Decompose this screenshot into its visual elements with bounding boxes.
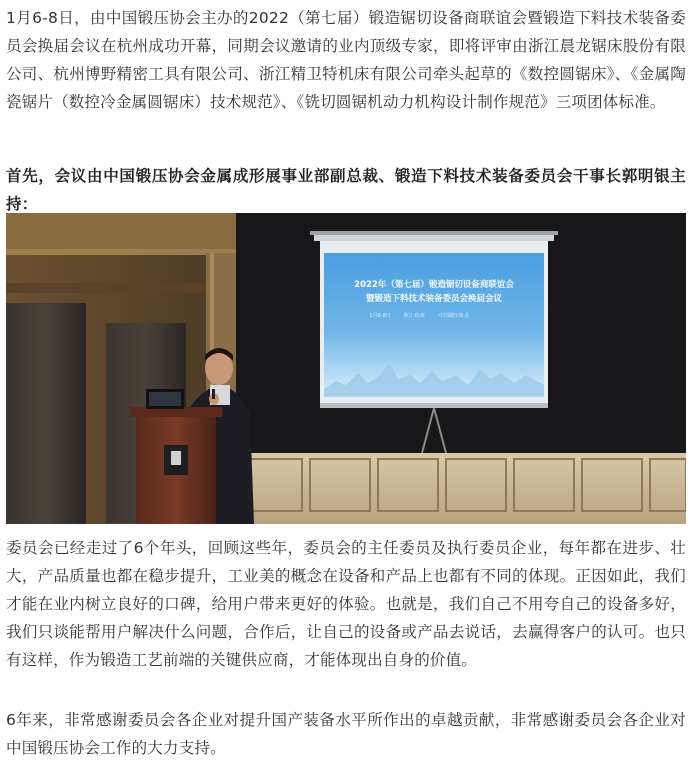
paragraph-thanks: 6年来，非常感谢委员会各企业对提升国产装备水平所作出的卓越贡献，非常感谢委员会各企业对中国锻压协会工作的大力支持。	[6, 711, 686, 757]
paragraph-host: 首先，会议由中国锻压协会金属成形展事业部副总裁、锻造下料技术装备委员会干事长郭明银主持：	[6, 167, 686, 213]
screen-meta-city: 浙江·杭州	[403, 313, 425, 319]
paragraph-intro: 1月6-8日，由中国锻压协会主办的2022（第七届）锻造锯切设备商联谊会暨锻造下料技术装备委员会换届会议在杭州成功开幕，同期会议邀请的业内顶级专家，即将评审由浙江晨龙锯床股份有限公司、杭州博野精密工具有限公司、浙江精卫特机床有限公司牵头起草的《数控圆锯床》、《金属陶瓷锯片（数控冷金属圆锯床）技术规范》、《铣切圆锯机动力机构设计制作规范》三项团体标准。	[6, 9, 686, 111]
paragraph-review: 委员会已经走过了6个年头，回顾这些年，委员会的主任委员及执行委员企业，每年都在进步、壮大，产品质量也都在稳步提升，工业美的概念在设备和产品上也都有不同的体现。正因如此，我们才能在业内树立良好的口碑，给用户带来更好的体验。也就是，我们自己不用夸自己的设备多好，我们只谈能帮用户解决什么问题，合作后，让自己的设备或产品去说话，去赢得客户的认可。也只有这样，作为锻造工艺前端的关键供应商，才能体现出自身的价值。	[6, 539, 686, 669]
meeting-photo-illustration	[6, 213, 686, 524]
screen-meta-org: 中国锻压协会	[438, 313, 470, 319]
screen-meta-date: 1月6-8日	[369, 313, 391, 319]
meeting-photo	[6, 213, 686, 524]
screen-title-line1: 2022年（第七届）锻造锯切设备商联谊会	[354, 280, 514, 290]
screen-title-line2: 暨锻造下料技术装备委员会换届会议	[365, 294, 503, 304]
